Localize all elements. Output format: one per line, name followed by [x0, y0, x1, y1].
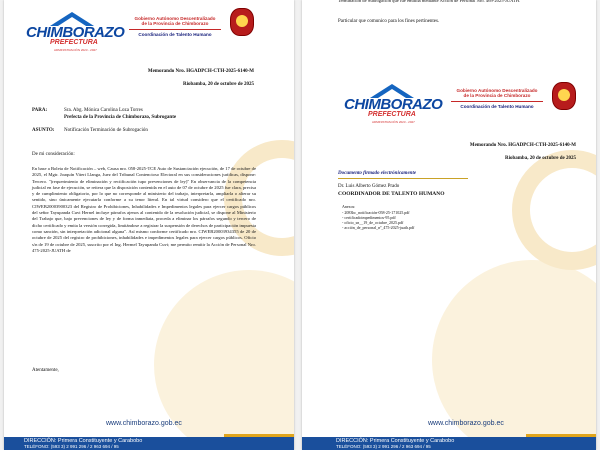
- brand-tagline: ADMINISTRACIÓN 2023 - 2027: [54, 48, 97, 52]
- para-role: Prefecta de la Provincia de Chimborazo, Subrogante: [64, 115, 177, 120]
- signature-rule: [338, 178, 468, 179]
- continuation-text: Terminación de Subrogación que fue emitida mediante Acción de Personal Nro. 469-2025-JUATH.: [338, 0, 521, 3]
- footer-phone: TELÉFONO: (593 3) 2 991 296 / 2 963 694 / 95: [336, 444, 431, 449]
- org-department: Coordinación de Talento Humano: [460, 103, 534, 109]
- org-line-1: Gobierno Autónomo Descentralizado: [456, 88, 538, 93]
- prefectura-logo: [22, 8, 125, 53]
- footer-url[interactable]: www.chimborazo.gob.ec: [428, 420, 504, 427]
- document-page-2: [302, 0, 596, 450]
- footer-band: [302, 437, 596, 450]
- annex-item[interactable]: - certificadoimpedimentos-95.pdf: [342, 215, 396, 220]
- brand-sub: PREFECTURA: [368, 111, 416, 118]
- brand-name: CHIMBORAZO: [26, 24, 125, 41]
- province-seal-icon: [552, 82, 576, 110]
- courtesy-text: Particular que comunico para los fines pertinentes.: [338, 19, 440, 24]
- gear-watermark-small-icon: [512, 150, 596, 270]
- footer-url[interactable]: www.chimborazo.gob.ec: [106, 420, 182, 427]
- brand-sub: PREFECTURA: [50, 39, 98, 46]
- footer-address: DIRECCIÓN: Primera Constituyente y Carabobo: [336, 438, 455, 444]
- prefectura-logo: [340, 82, 443, 127]
- memo-number: Memorando Nro. HGADPCH-CTH-2025-6140-M: [147, 69, 254, 74]
- org-header: [126, 16, 224, 37]
- asunto-text: Notificación Terminación de Subrogación: [64, 128, 148, 133]
- signed-electronically-label: Documento firmado electrónicamente: [338, 171, 417, 176]
- annex-item[interactable]: - 2083hc_notificación-058-25-171025.pdf: [342, 210, 410, 215]
- closing: Atentamente,: [32, 368, 59, 373]
- org-line-1: Gobierno Autónomo Descentralizado: [134, 16, 216, 21]
- annex-item[interactable]: - acción_de_personal_nº_475-2025-juath.pdf: [342, 225, 415, 230]
- org-department: Coordinación de Talento Humano: [138, 31, 212, 37]
- memo-date: Riobamba, 20 de octubre de 2025: [504, 156, 576, 161]
- footer-phone: TELÉFONO: (593 3) 2 991 296 / 2 963 694 / 95: [24, 444, 119, 449]
- asunto-label: ASUNTO:: [32, 128, 55, 133]
- document-page-1: [4, 0, 294, 450]
- org-line-2: de la Provincia de Chimborazo: [141, 21, 209, 27]
- para-name: Sra. Abg. Mónica Carolina Loza Torres: [64, 108, 143, 113]
- greeting: De mi consideración:: [32, 152, 75, 157]
- para-label: PARA:: [32, 108, 48, 113]
- signer-role: COORDINADOR DE TALENTO HUMANO: [338, 191, 445, 197]
- body-paragraph: En base a Boleta de Notificación – web, Causa nro. 058-2025-TCE Auto de Sustanciación ejecución, de 17 de octubre de 2025, el Mgtr. Joaquín Viteri Llanga, Juez del Tribunal Contencioso Electoral en sus consideraciones jurídicas, dispone: Tercero. "(requerimiento de eliminación y rectificación tupo prevenciones de ley)" En observancia de la competencia judicial en fase de ejecución, se reitera que la disposición contenida en el auto de 07 de octubre de 2025 fue clara, precisa y de cumplimiento obligatorio, por lo que no corresponde al ministerio del trabajo, interpretarla, ampliarla o alterar su sentido, sino únicamente ejecutarla conforme a su tenor literal. En tal virtud considero que el certificado nro. CIWEB20003900323 del Registro de Prohibiciones, Inhabilidades e Impedimentos legales para ejercer cargos públicos del señor Tayupanda Cuvi Hernel incluye párrafos ajenos al contenido de la resolución judicial, se dispone al Ministerio del Trabajo que, bajo prevenciones de ley y de forma inmediata, proceda a eliminar los párrafos segundo y tercero de dicho certificado y emita la versión corregida, limitándose a registrar la suspensión de derechos de participación impuesta como sanción, sin interpretación adicional alguna". Así mismo conforme certificado nro. CIWEB20003934355 de 20 de octubre de 2025 del registro de prohibiciones, inhabilidades e impedimentos legales para ejercer cargos públicos. Oficio s/n de 19 de octubre de 2025, suscrito por el Ing. Hermel Tayupanda Cuvi; me permito remitir la Acción de Personal Nro. 475-2025-JUATH de: [32, 166, 256, 253]
- footer-address: DIRECCIÓN: Primera Constituyente y Carabobo: [24, 438, 143, 444]
- memo-date: Riobamba, 20 de octubre de 2025: [182, 82, 254, 87]
- footer-band: [4, 437, 294, 450]
- brand-name: CHIMBORAZO: [344, 96, 443, 113]
- signer-name: Dr. Luis Alberto Gómez Prado: [338, 184, 400, 189]
- annex-label: Anexos:: [342, 204, 356, 209]
- memo-number: Memorando Nro. HGADPCH-CTH-2025-6140-M: [469, 143, 576, 148]
- org-line-2: de la Provincia de Chimborazo: [463, 93, 531, 99]
- province-seal-icon: [230, 8, 254, 36]
- org-header: [448, 88, 546, 109]
- annex-item[interactable]: - oficio_sn__19_de_octubre_2025.pdf: [342, 220, 404, 225]
- brand-tagline: ADMINISTRACIÓN 2023 - 2027: [372, 120, 415, 124]
